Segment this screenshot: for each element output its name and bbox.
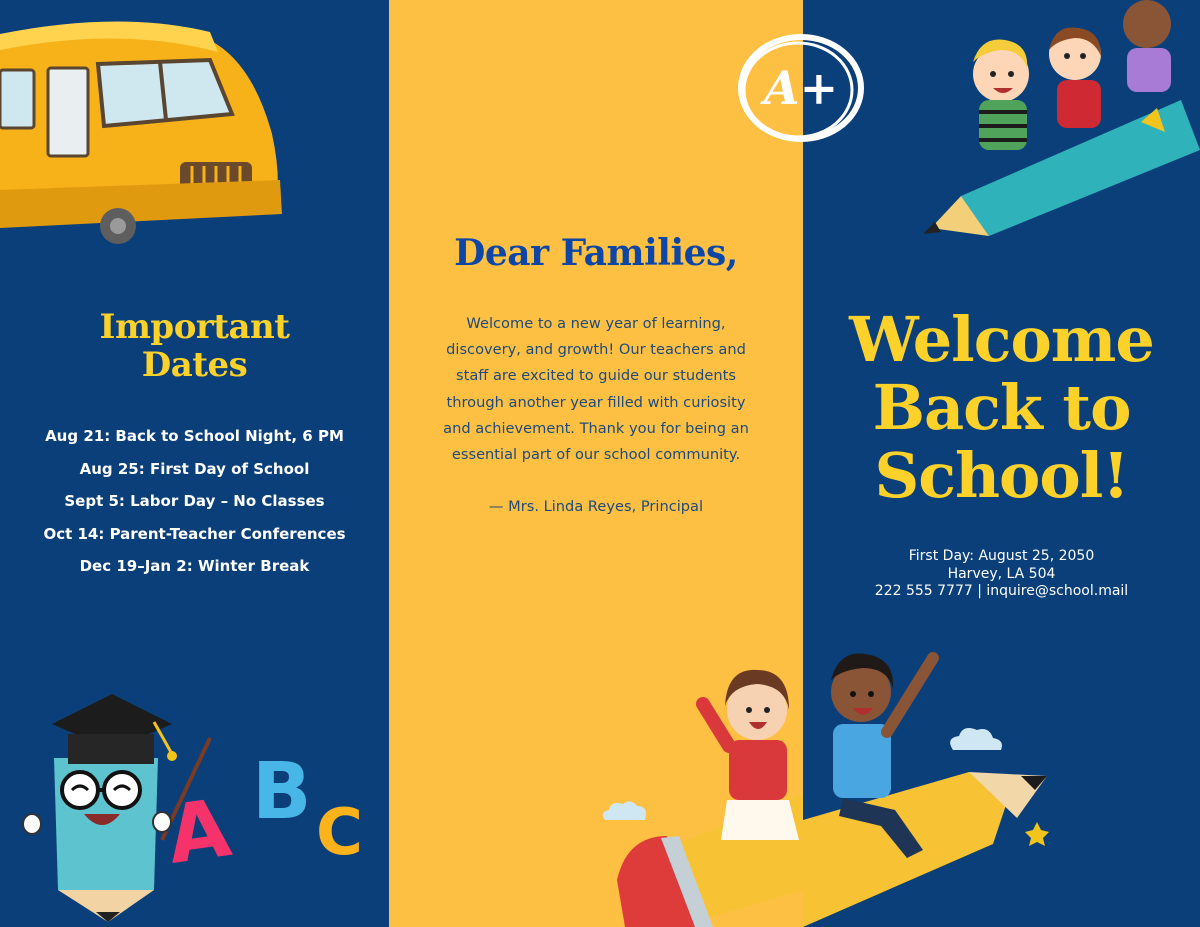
right-panel xyxy=(763,0,1200,927)
letter-c: C xyxy=(316,796,363,870)
date-item: Dec 19–Jan 2: Winter Break xyxy=(79,557,310,575)
grade-text: A+ xyxy=(763,61,839,115)
heading-line: Dates xyxy=(141,345,248,385)
important-dates-heading xyxy=(0,308,389,384)
welcome-title xyxy=(803,303,1200,512)
kids-on-pencil-icon xyxy=(921,0,1200,240)
title-line: School! xyxy=(874,439,1129,512)
left-panel xyxy=(0,0,389,927)
dear-families-heading: Dear Families, xyxy=(454,232,738,274)
title-line: Welcome xyxy=(849,303,1154,376)
a-plus-grade-icon xyxy=(735,32,867,144)
kids-riding-pencil-icon xyxy=(803,640,1053,927)
contact-text: 222 555 7777 | inquire@school.mail xyxy=(874,583,1129,599)
heading-line: Important xyxy=(99,307,290,347)
date-item: Aug 25: First Day of School xyxy=(79,459,310,478)
dates-list xyxy=(0,420,389,583)
letter-a: A xyxy=(161,781,237,882)
school-bus-icon xyxy=(0,14,285,246)
letter-body: Welcome to a new year of learning, discovery, and growth! Our teachers and staff are excited to guide our students through another year filled with curiosity and achievement. Thank you for being an essential part of our school community. xyxy=(443,315,749,464)
date-item: Aug 21: Back to School Night, 6 PM xyxy=(45,427,344,445)
kids-riding-pencil-icon xyxy=(617,640,803,927)
first-day-text: First Day: August 25, 2050 xyxy=(908,548,1095,564)
title-line: Back to xyxy=(872,371,1131,444)
address-text: Harvey, LA 504 xyxy=(947,566,1056,582)
principal-signature: — Mrs. Linda Reyes, Principal xyxy=(488,498,704,515)
date-item: Sept 5: Labor Day – No Classes xyxy=(64,492,325,510)
date-item: Oct 14: Parent-Teacher Conferences xyxy=(43,524,346,543)
letter-b: B xyxy=(252,747,312,837)
